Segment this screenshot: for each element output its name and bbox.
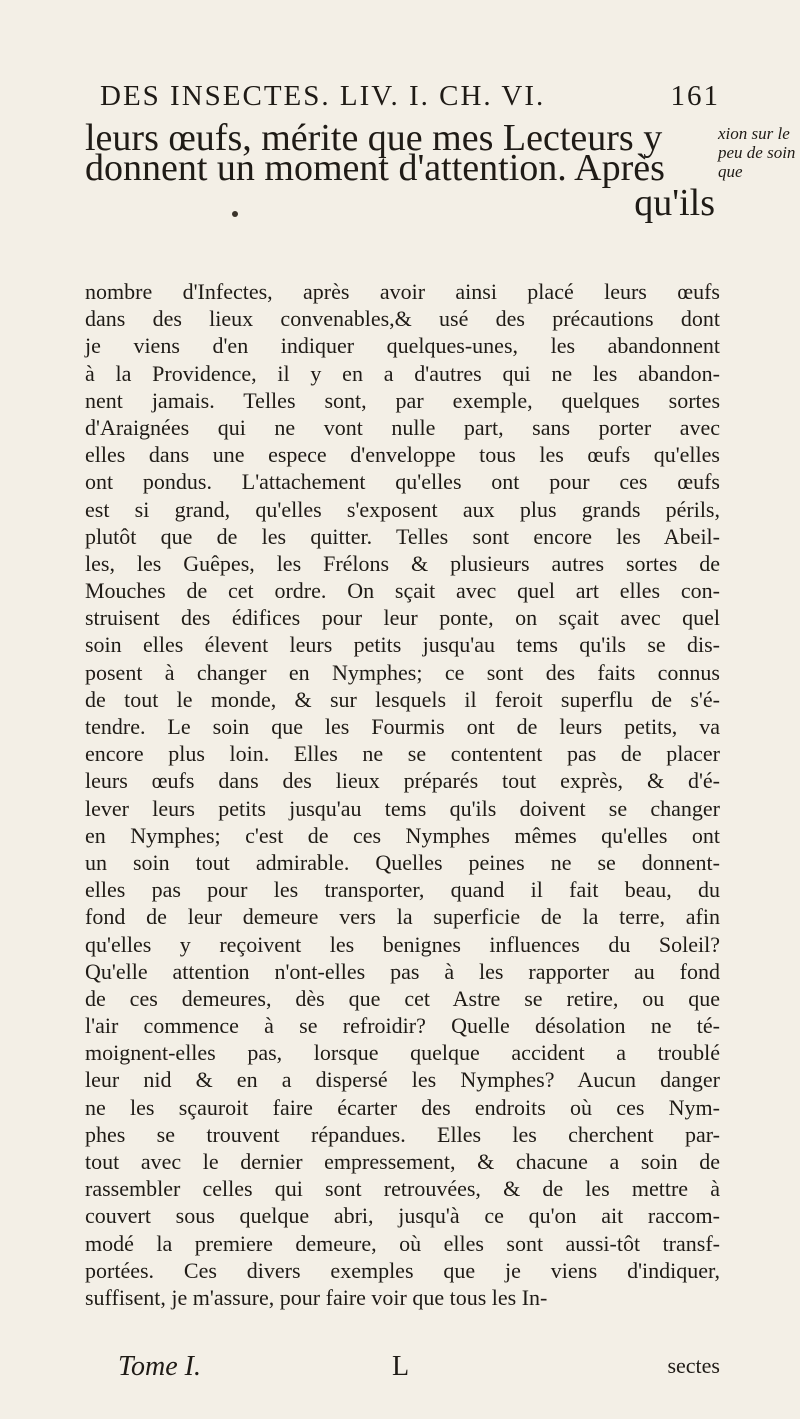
volume-label: Tome I.: [118, 1351, 201, 1382]
text-line: moignent-elles pas, lorsque quelque accident a troublé: [85, 1040, 720, 1066]
text-line: Qu'elle attention n'ont-elles pas à les rapporter au fond: [85, 958, 720, 984]
text-line: elles pas pour les transporter, quand il fait beau, du: [85, 877, 720, 903]
text-line: suffisent, je m'assure, pour faire voir que tous les In-: [85, 1284, 548, 1310]
text-line: leur nid & en a dispersé les Nymphes? Aucun danger: [85, 1067, 720, 1093]
text-line: est si grand, qu'elles s'exposent aux plus grands périls,: [85, 496, 720, 522]
page-number: 161: [670, 80, 720, 112]
text-line: phes se trouvent répandues. Elles les cherchent par-: [85, 1121, 720, 1147]
text-line: encore plus loin. Elles ne se contentent pas de placer: [85, 741, 720, 767]
text-line: struisent des édifices pour leur ponte, on sçait avec quel: [85, 605, 720, 631]
text-line: Mouches de cet ordre. On sçait avec quel art elles con-: [85, 578, 720, 604]
lead-line-3: qu'ils: [634, 182, 715, 224]
text-line: à la Providence, il y en a d'autres qui ne les abandon-: [85, 360, 720, 386]
text-line: ne les sçauroit faire écarter des endroits où ces Nym-: [85, 1094, 720, 1120]
text-line: de tout le monde, & sur lesquels il feroit superflu de s'é-: [85, 686, 720, 712]
catchword: sectes: [667, 1353, 720, 1378]
text-line: fond de leur demeure vers la superficie de la terre, afin: [85, 904, 720, 930]
text-line: dans des lieux convenables,& usé des précautions dont: [85, 306, 720, 332]
body-text: [85, 278, 720, 1311]
text-line: en Nymphes; c'est de ces Nymphes mêmes qu'elles ont: [85, 822, 720, 848]
text-line: je viens d'en indiquer quelques-unes, les abandonnent: [85, 333, 720, 359]
text-line: lever leurs petits jusqu'au tems qu'ils doivent se changer: [85, 795, 720, 821]
text-line: les, les Guêpes, les Frélons & plusieurs autres sortes de: [85, 550, 720, 576]
text-line: qu'elles y reçoivent les benignes influences du Soleil?: [85, 931, 720, 957]
text-line: plutôt que de les quitter. Telles sont encore les Abeil-: [85, 523, 720, 549]
text-line: leurs œufs dans des lieux préparés tout exprès, & d'é-: [85, 768, 720, 794]
text-line: couvert sous quelque abri, jusqu'à ce qu'on ait raccom-: [85, 1203, 720, 1229]
text-line: nombre d'Infectes, après avoir ainsi placé leurs œufs: [85, 279, 720, 304]
text-line: ont pondus. L'attachement qu'elles ont pour ces œufs: [85, 469, 720, 495]
text-line: de ces demeures, dès que cet Astre se retire, ou que: [85, 985, 720, 1011]
page-footer: [118, 1351, 720, 1391]
text-line: modé la premiere demeure, où elles sont aussi-tôt transf-: [85, 1230, 720, 1256]
text-line: portées. Ces divers exemples que je viens d'indiquer,: [85, 1257, 720, 1283]
text-line: tendre. Le soin que les Fourmis ont de leurs petits, va: [85, 714, 720, 739]
text-line: soin elles élevent leurs petits jusqu'au tems qu'ils se dis-: [85, 632, 720, 658]
text-line: posent à changer en Nymphes; ce sont des faits connus: [85, 659, 720, 685]
margin-note: xion sur le peu de soin que: [718, 124, 796, 181]
text-line: tout avec le dernier empressement, & chacune a soin de: [85, 1149, 720, 1174]
text-line: l'air commence à se refroidir? Quelle désolation ne té-: [85, 1013, 720, 1039]
signature-mark: L: [392, 1351, 410, 1382]
text-line: elles dans une espece d'enveloppe tous les œufs qu'elles: [85, 442, 720, 468]
lead-line-1: leurs œufs, mérite que mes Lecteurs y: [85, 117, 663, 159]
text-line: nent jamais. Telles sont, par exemple, quelques sortes: [85, 387, 720, 413]
text-line: d'Araignées qui ne vont nulle part, sans porter avec: [85, 414, 720, 440]
text-line: rassembler celles qui sont retrouvées, & de les mettre à: [85, 1176, 720, 1202]
lead-line-2: donnent un moment d'attention. Après: [85, 147, 665, 189]
running-title: DES INSECTES. LIV. I. CH. VI.: [100, 80, 546, 112]
text-line: un soin tout admirable. Quelles peines ne se donnent-: [85, 849, 720, 875]
